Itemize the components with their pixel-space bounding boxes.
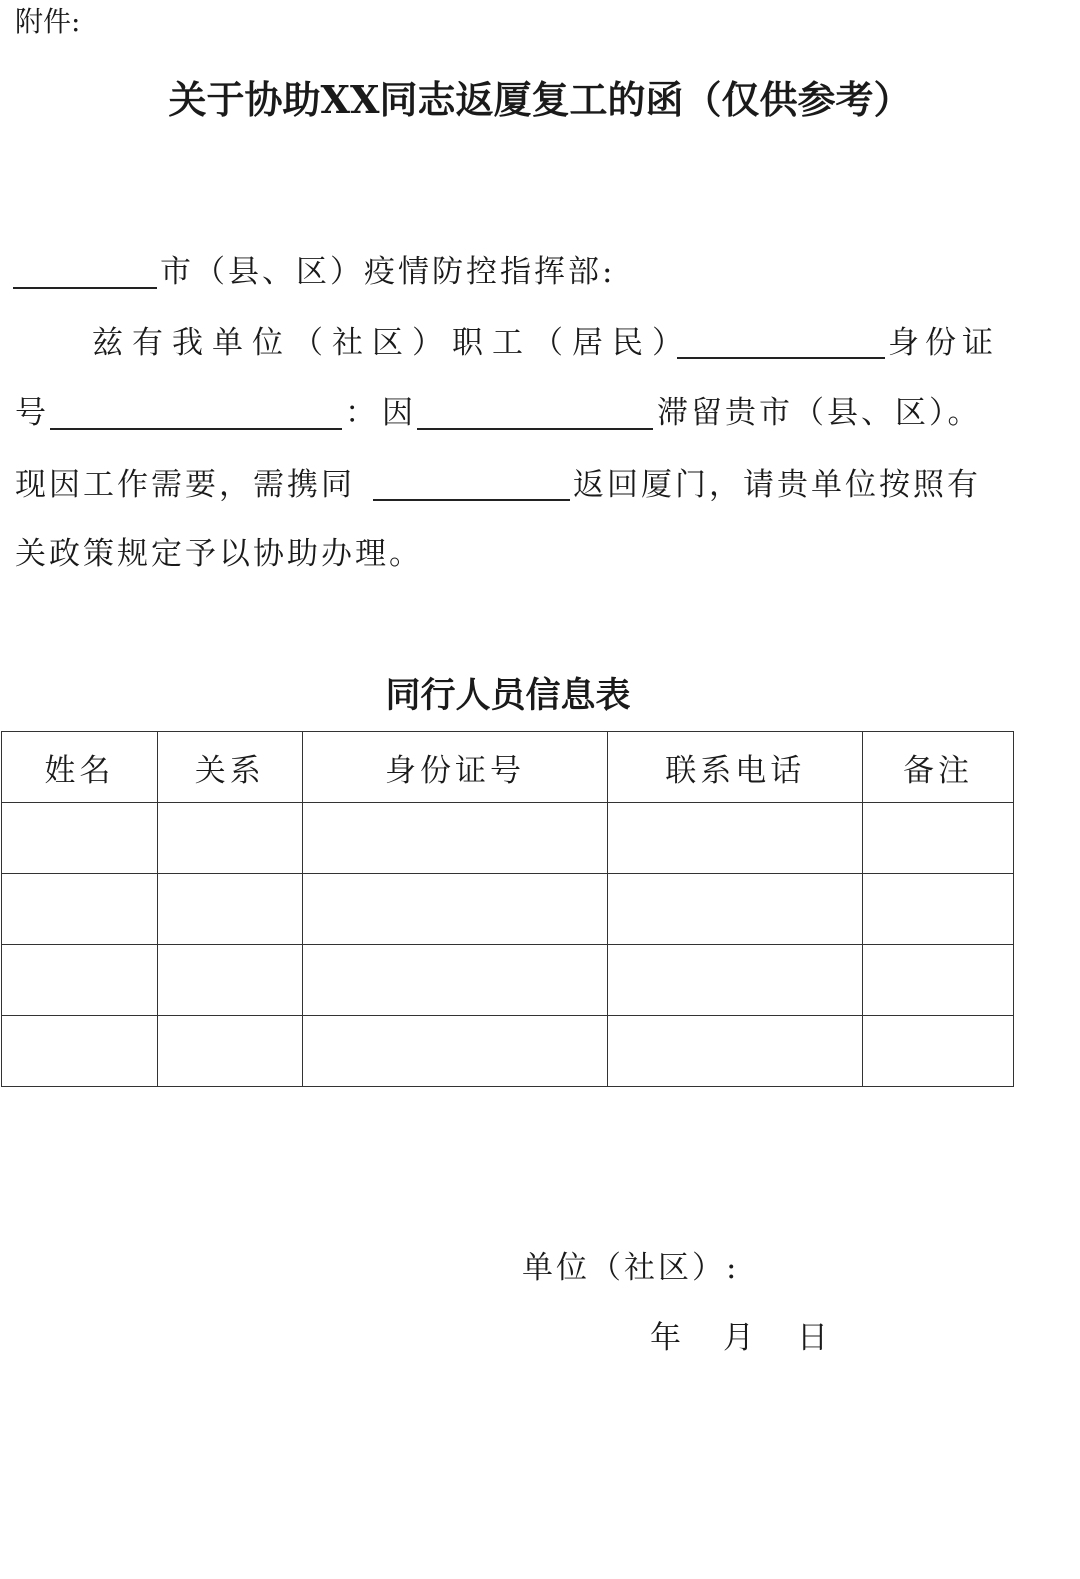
table-cell[interactable]: [863, 874, 1014, 945]
blank-reason[interactable]: [417, 428, 653, 430]
column-header-id: 身份证号: [302, 732, 608, 803]
table-title: 同行人员信息表: [385, 675, 631, 716]
paragraph-text: 身份证: [888, 325, 999, 361]
table-cell[interactable]: [608, 803, 863, 874]
table-cell[interactable]: [157, 1016, 302, 1087]
table-cell[interactable]: [157, 945, 302, 1016]
column-header-name: 姓名: [2, 732, 158, 803]
date-day: 日: [797, 1320, 828, 1356]
table-header-row: [2, 732, 1014, 803]
paragraph-text: 号: [15, 395, 46, 431]
table-cell[interactable]: [608, 874, 863, 945]
table-cell[interactable]: [2, 1016, 158, 1087]
table-cell[interactable]: [302, 803, 608, 874]
table-cell[interactable]: [863, 803, 1014, 874]
column-header-remark: 备注: [863, 732, 1014, 803]
blank-city[interactable]: [13, 287, 157, 289]
table-row: [2, 874, 1014, 945]
signature-unit-label: 单位（社区）:: [522, 1250, 740, 1286]
table-cell[interactable]: [608, 1016, 863, 1087]
table-cell[interactable]: [302, 945, 608, 1016]
blank-id-number[interactable]: [50, 428, 342, 430]
blank-name[interactable]: [677, 357, 885, 359]
paragraph-text: 返回厦门，请贵单位按照有: [573, 467, 981, 503]
paragraph-text: 滞留贵市（县、区）。: [657, 395, 982, 431]
table-cell[interactable]: [2, 803, 158, 874]
table-cell[interactable]: [302, 874, 608, 945]
document-title: 关于协助XX同志返厦复工的函（仅供参考）: [168, 77, 912, 122]
column-header-phone: 联系电话: [608, 732, 863, 803]
paragraph-text: 现因工作需要，需携同: [15, 467, 355, 503]
table-cell[interactable]: [2, 945, 158, 1016]
table-cell[interactable]: [157, 803, 302, 874]
paragraph-text: 关政策规定予以协助办理。: [15, 536, 423, 572]
table-row: [2, 803, 1014, 874]
attachment-label: 附件:: [15, 5, 81, 38]
companions-table: [1, 731, 1014, 1087]
table-row: [2, 1016, 1014, 1087]
table-cell[interactable]: [608, 945, 863, 1016]
table-cell[interactable]: [863, 1016, 1014, 1087]
table-row: [2, 945, 1014, 1016]
table-cell[interactable]: [2, 874, 158, 945]
paragraph-text: ：因: [345, 395, 419, 431]
table-cell[interactable]: [157, 874, 302, 945]
addressee: 市（县、区）疫情防控指挥部:: [160, 254, 616, 290]
paragraph-text: 兹有我单位（社区）职工（居民）: [92, 325, 692, 361]
table-cell[interactable]: [863, 945, 1014, 1016]
column-header-relation: 关系: [157, 732, 302, 803]
table-cell[interactable]: [302, 1016, 608, 1087]
date-month: 月: [723, 1320, 754, 1356]
blank-companions[interactable]: [373, 499, 570, 501]
date-year: 年: [650, 1320, 681, 1356]
